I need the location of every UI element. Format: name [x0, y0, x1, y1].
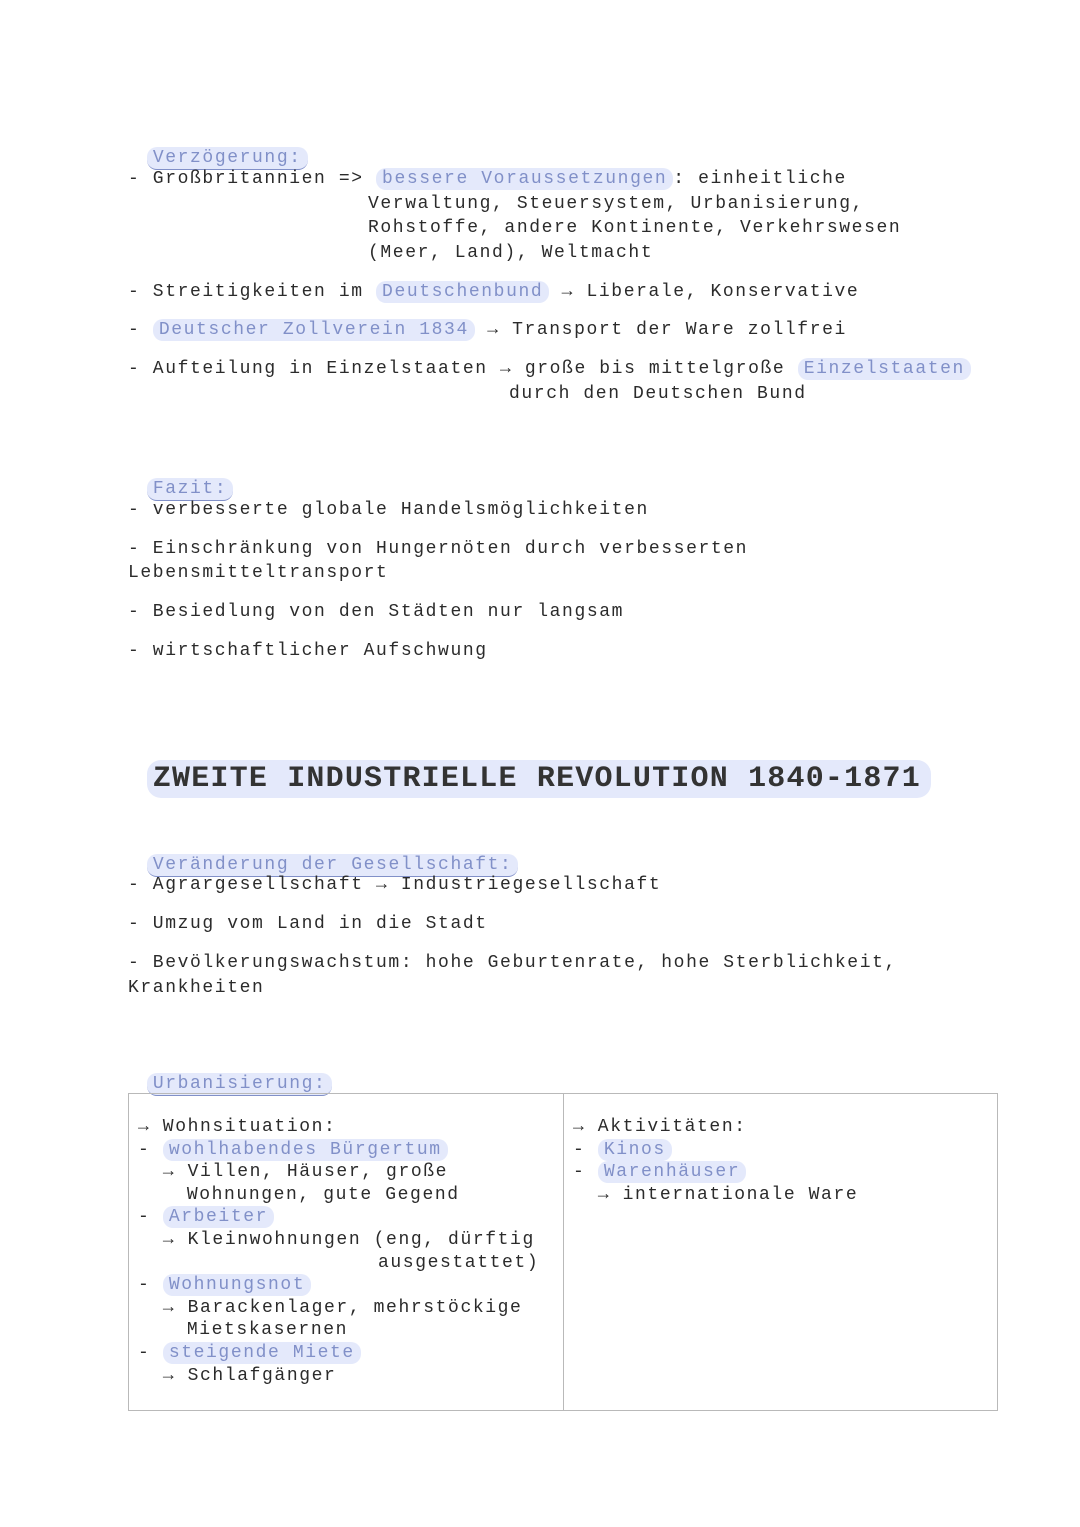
list-item: Krankheiten	[128, 978, 265, 998]
list-item-zollverein: - Deutscher Zollverein 1834 → Transport der Ware zollfrei	[128, 320, 847, 340]
table-divider	[563, 1094, 564, 1410]
page-title: ZWEITE INDUSTRIELLE REVOLUTION 1840-1871	[122, 742, 931, 796]
list-item: - Bevölkerungswachstum: hohe Geburtenrate, hohe Sterblichkeit,	[128, 953, 897, 973]
urbanisierung-table	[128, 1093, 998, 1411]
table-cell-aktivitaeten: → Aktivitäten: - Kinos - Warenhäuser → internationale Ware	[573, 1117, 859, 1205]
list-item: Lebensmitteltransport	[128, 563, 389, 583]
list-item-streitigkeiten: - Streitigkeiten im Deutschenbund → Liberale, Konservative	[128, 282, 860, 302]
heading-verzoegerung: Verzögerung:	[122, 128, 308, 168]
heading-fazit: Fazit:	[122, 459, 233, 499]
list-item: - Agrargesellschaft → Industriegesellschaft	[128, 875, 662, 895]
list-item: - wirtschaftlicher Aufschwung	[128, 641, 488, 661]
list-item: - Einschränkung von Hungernöten durch verbesserten	[128, 539, 749, 559]
heading-urbanisierung: Urbanisierung:	[122, 1054, 332, 1094]
table-cell-wohnsituation: → Wohnsituation: - wohlhabendes Bürgertum → Villen, Häuser, große Wohnungen, gute Gegend - Arbeiter → Kleinwohnungen (eng, dürftig ausgestattet) - Wohnungsnot → Barackenlager, mehrstöckige Mietskasernen - steigende Miete → Schlafgänger	[138, 1117, 540, 1386]
list-item: - Umzug vom Land in die Stadt	[128, 914, 488, 934]
list-item: - verbesserte globale Handelsmöglichkeiten	[128, 500, 649, 520]
heading-gesellschaft: Veränderung der Gesellschaft:	[122, 835, 518, 875]
list-item-cont: Rohstoffe, andere Kontinente, Verkehrswesen	[368, 218, 902, 238]
list-item-grossbritannien: - Großbritannien => bessere Voraussetzungen : einheitliche	[128, 169, 847, 189]
list-item-cont: durch den Deutschen Bund	[509, 384, 807, 404]
list-item-cont: (Meer, Land), Weltmacht	[368, 243, 654, 263]
list-item: - Besiedlung von den Städten nur langsam	[128, 602, 625, 622]
list-item-aufteilung: - Aufteilung in Einzelstaaten → große bis mittelgroße Einzelstaaten	[128, 357, 971, 381]
list-item-cont: Verwaltung, Steuersystem, Urbanisierung,	[368, 194, 865, 214]
